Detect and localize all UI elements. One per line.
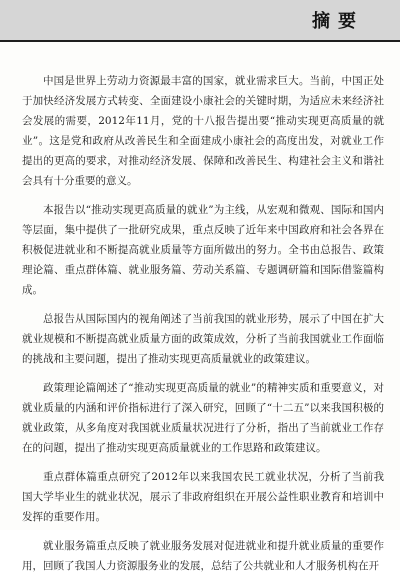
paragraph-employment-services: 就业服务篇重点反映了就业服务发展对促进就业和提升就业质量的重要作用，回顾了我国人力资源服务业的发展，总结了公共就业和人才服务机构在开 bbox=[22, 540, 384, 572]
paragraph-policy-theory: 政策理论篇阐述了“推动实现更高质量的就业”的精神实质和重要意义，对就业质量的内涵和评价指标进行了深入研究，回顾了“十二五”以来我国积极的就业政策，从多角度对我国就业质量状况进行了分析，指出了当前就业工作存在的问题，提出了推动实现更高质量就业的工作思路和政策建议。 bbox=[22, 382, 384, 454]
paragraph-report-overview: 本报告以“推动实现更高质量的就业”为主线，从宏观和微观、国际和国内等层面，集中提供了一批研究成果，重点反映了近年来中国政府和社会各界在积极促进就业和不断提高就业质量等方面所做出的努力。全书由总报告、政策理论篇、重点群体篇、就业服务篇、劳动关系篇、专题调研篇和国际借鉴篇构成。 bbox=[22, 204, 384, 296]
paragraph-intro: 中国是世界上劳动力资源最丰富的国家，就业需求巨大。当前，中国正处于加快经济发展方式转变、全面建设小康社会的关键时期，为适应未来经济社会发展的需要，2012年11月，党的十八报告提出要“推动实现更高质量的就业”。这是党和政府从改善民生和全面建成小康社会的高度出发，对就业工作提出的更高的要求，对推动经济发展、保障和改善民生、构建社会主义和谐社会具有十分重要的意义。 bbox=[22, 75, 384, 187]
page-title: 摘要 bbox=[312, 11, 364, 32]
paragraph-key-groups: 重点群体篇重点研究了2012年以来我国农民工就业状况，分析了当前我国大学毕业生的就业状况，展示了非政府组织在开展公益性职业教育和培训中发挥的重要作用。 bbox=[22, 471, 384, 523]
abstract-body bbox=[22, 71, 384, 585]
paragraph-general-report: 总报告从国际国内的视角阐述了当前我国的就业形势，展示了中国在扩大就业规模和不断提高就业质量方面的政策成效，分析了当前我国就业工作面临的挑战和主要问题，提出了推动实现更高质量就业的政策建议。 bbox=[22, 313, 384, 365]
header-band bbox=[0, 0, 400, 40]
header-divider bbox=[0, 40, 400, 42]
